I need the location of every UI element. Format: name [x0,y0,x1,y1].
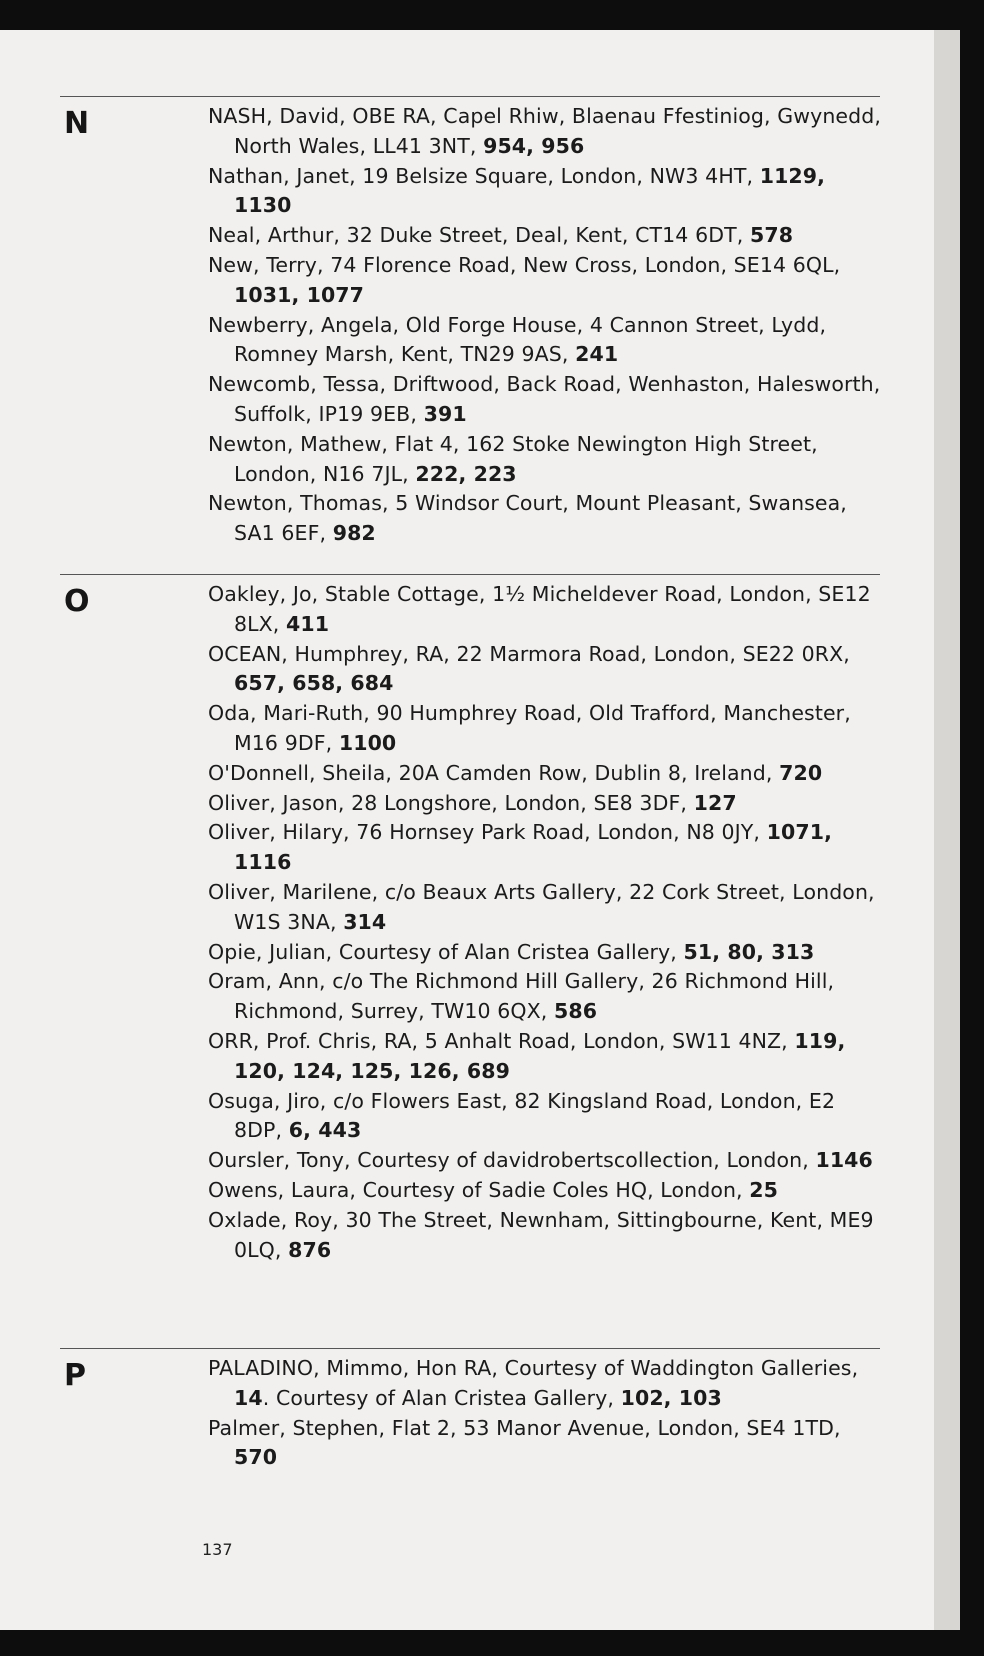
section-divider [60,1348,880,1349]
section-divider [60,574,880,575]
index-entry: Oursler, Tony, Courtesy of davidrobertscollection, London, 1146 [208,1148,873,1173]
index-entry: Owens, Laura, Courtesy of Sadie Coles HQ, London, 25 [208,1177,779,1202]
index-entry: Oda, Mari-Ruth, 90 Humphrey Road, Old Trafford, Manchester, M16 9DF, 1100 [208,701,851,755]
entry-list [208,1354,888,1473]
index-entry: PALADINO, Mimmo, Hon RA, Courtesy of Waddington Galleries, 14. Courtesy of Alan Cristea Gallery, 102, 103 [208,1356,859,1410]
entry-list [208,580,888,1265]
section-letter: N [64,106,90,141]
index-entry: Oram, Ann, c/o The Richmond Hill Gallery, 26 Richmond Hill, Richmond, Surrey, TW10 6QX, 586 [208,969,835,1024]
index-entry: Newton, Mathew, Flat 4, 162 Stoke Newington High Street, London, N16 7JL, 222, 223 [208,431,818,486]
page-number: 137 [202,1540,233,1559]
index-entry: Oliver, Marilene, c/o Beaux Arts Gallery, 22 Cork Street, London, W1S 3NA, 314 [208,879,875,934]
index-entry: Neal, Arthur, 32 Duke Street, Deal, Kent, CT14 6DT, 578 [208,223,794,248]
page-edge [934,30,960,1630]
index-entry: Newcomb, Tessa, Driftwood, Back Road, Wenhaston, Halesworth, Suffolk, IP19 9EB, 391 [208,372,881,426]
index-entry: Nathan, Janet, 19 Belsize Square, London, NW3 4HT, 1129, 1130 [208,163,826,218]
index-entry: OCEAN, Humphrey, RA, 22 Marmora Road, London, SE22 0RX, 657, 658, 684 [208,641,850,696]
section-divider [60,96,880,97]
entry-list [208,102,888,549]
index-entry: NASH, David, OBE RA, Capel Rhiw, Blaenau Ffestiniog, Gwynedd, North Wales, LL41 3NT, 954, 956 [208,104,881,158]
index-entry: Osuga, Jiro, c/o Flowers East, 82 Kingsland Road, London, E2 8DP, 6, 443 [208,1088,836,1143]
index-entry: Palmer, Stephen, Flat 2, 53 Manor Avenue, London, SE4 1TD, 570 [208,1415,841,1470]
index-entry: Opie, Julian, Courtesy of Alan Cristea Gallery, 51, 80, 313 [208,939,815,964]
index-entry: Newberry, Angela, Old Forge House, 4 Cannon Street, Lydd, Romney Marsh, Kent, TN29 9AS, 241 [208,312,827,367]
index-entry: Newton, Thomas, 5 Windsor Court, Mount Pleasant, Swansea, SA1 6EF, 982 [208,491,847,546]
index-entry: ORR, Prof. Chris, RA, 5 Anhalt Road, London, SW11 4NZ, 119, 120, 124, 125, 126, 689 [208,1028,846,1083]
index-entry: New, Terry, 74 Florence Road, New Cross, London, SE14 6QL, 1031, 1077 [208,252,841,307]
index-entry: Oliver, Hilary, 76 Hornsey Park Road, London, N8 0JY, 1071, 1116 [208,820,833,875]
index-entry: O'Donnell, Sheila, 20A Camden Row, Dublin 8, Ireland, 720 [208,760,823,785]
index-entry: Oliver, Jason, 28 Longshore, London, SE8 3DF, 127 [208,790,737,815]
index-entry: Oxlade, Roy, 30 The Street, Newnham, Sittingbourne, Kent, ME9 0LQ, 876 [208,1207,874,1262]
section-letter: P [64,1358,86,1393]
section-letter: O [64,584,90,619]
index-entry: Oakley, Jo, Stable Cottage, 1½ Micheldever Road, London, SE12 8LX, 411 [208,582,871,636]
